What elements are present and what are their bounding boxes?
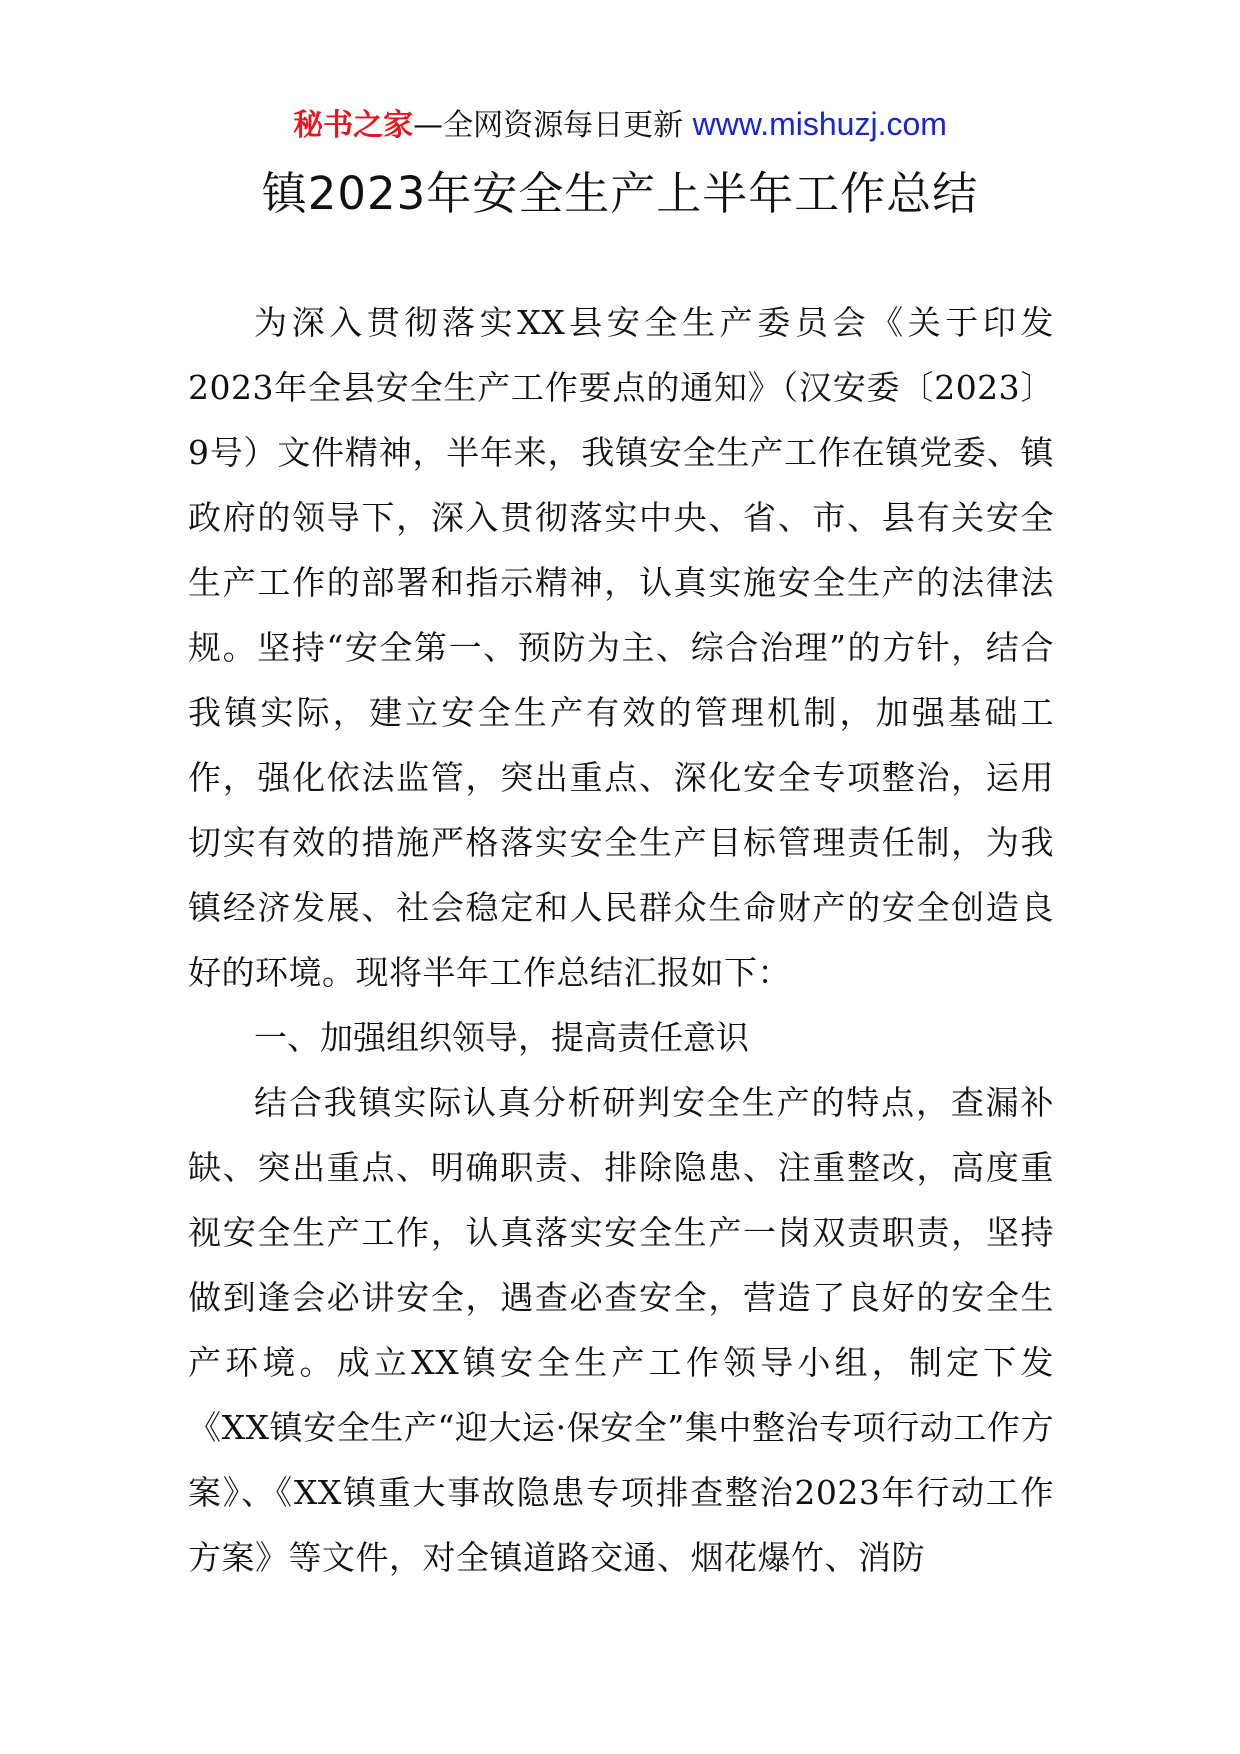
section-heading: 一、加强组织领导，提高责任意识 [254,1018,749,1057]
document-body [188,290,1054,1590]
site-brand: 秘书之家 [293,108,414,143]
section-paragraph: 结合我镇实际认真分析研判安全生产的特点，查漏补缺、突出重点、明确职责、排除隐患、注重整改，高度重视安全生产工作，认真落实安全生产一岗双责职责，坚持做到逢会必讲安全，遇查必查安全，营造了良好的安全生产环境。成立XX镇安全生产工作领导小组，制定下发《XX镇安全生产“迎大运·保安全”集中整治专项行动工作方案》、《XX镇重大事故隐患专项排查整治2023年行动工作方案》等文件，对全镇道路交通、烟花爆竹、消防 [188,1083,1054,1577]
intro-paragraph: 为深入贯彻落实XX县安全生产委员会《关于印发2023年全县安全生产工作要点的通知》（汉安委〔2023〕9号）文件精神，半年来，我镇安全生产工作在镇党委、镇政府的领导下，深入贯彻落实中央、省、市、县有关安全生产工作的部署和指示精神，认真实施安全生产的法律法规。坚持“安全第一、预防为主、综合治理”的方针，结合我镇实际，建立安全生产有效的管理机制，加强基础工作，强化依法监管，突出重点、深化安全专项整治，运用切实有效的措施严格落实安全生产目标管理责任制，为我镇经济发展、社会稳定和人民群众生命财产的安全创造良好的环境。现将半年工作总结汇报如下： [188,303,1054,992]
site-tagline: —全网资源每日更新 [413,108,693,143]
site-url-link[interactable]: www.mishuzj.com [692,106,947,142]
document-title: 镇2023年安全生产上半年工作总结 [261,167,979,220]
site-header [0,102,1240,148]
